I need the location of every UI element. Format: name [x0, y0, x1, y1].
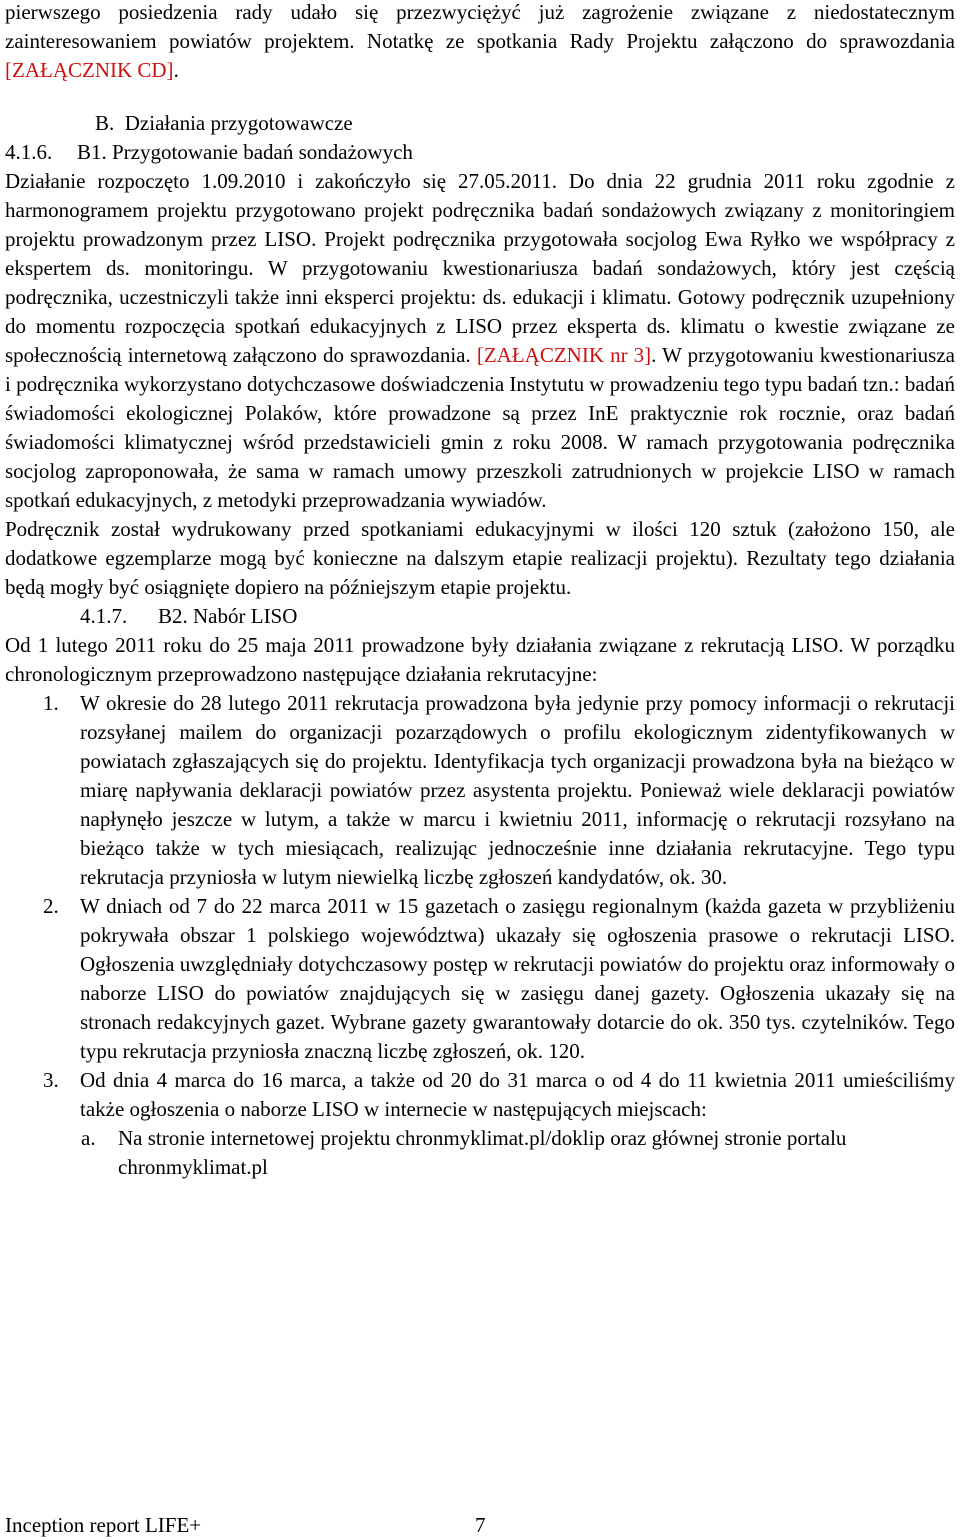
section-b1-paragraph-1 — [5, 167, 955, 515]
section-b2-heading — [5, 602, 955, 631]
list-item-number: 2. — [43, 894, 59, 918]
section-b2-title: B2. Nabór LISO — [158, 604, 298, 628]
intro-paragraph — [5, 0, 955, 85]
b1-text-a: Działanie rozpoczęto 1.09.2010 i zakończyło się 27.05.2011. Do dnia 22 grudnia 2011 roku zgodnie z harmonogramem projektu przygotowano projekt podręcznika badań sondażowych związany z monitoringiem projektu prowadzonym przez LISO. Projekt podręcznika przygotowała socjolog Ewa Ryłko we współpracy z ekspertem ds. monitoringu. W przygotowaniu kwestionariusza badań sondażowych, który jest częścią podręcznika, uczestniczyli także inni eksperci projektu: ds. edukacji i klimatu. Gotowy podręcznik uzupełniony do momentu rozpoczęcia spotkań edukacyjnych z LISO przez eksperta ds. klimatu o kwestie związane ze społecznością internetową załączono do sprawozdania. — [5, 169, 955, 367]
internet-locations-list — [5, 1124, 955, 1182]
page-footer — [5, 1512, 955, 1538]
sub-list-item-letter: a. — [81, 1126, 96, 1150]
section-b1-title: B1. Przygotowanie badań sondażowych — [77, 140, 413, 164]
section-b2-paragraph: Od 1 lutego 2011 roku do 25 maja 2011 prowadzone były działania związane z rekrutacją LISO. W porządku chronologicznym przeprowadzono następujące działania rekrutacyjne: — [5, 633, 955, 686]
attachment-reference: [ZAŁĄCZNIK CD] — [5, 58, 174, 82]
intro-end: . — [173, 58, 179, 82]
section-b2-number: 4.1.7. — [80, 604, 128, 628]
list-item-number: 1. — [43, 691, 59, 715]
list-item — [5, 689, 955, 892]
footer-title: Inception report LIFE+ — [5, 1513, 202, 1537]
page-number: 7 — [475, 1513, 486, 1537]
section-b-label: B. — [95, 111, 115, 135]
b1-text-b: . W przygotowaniu kwestionariusza i podręcznika wykorzystano dotychczasowe doświadczenia Instytutu w prowadzeniu tego typu badań tzn.: badań świadomości ekologicznej Polaków, które prowadzone są przez InE praktycznie rok rocznie, oraz badań świadomości klimatycznej wśród przedstawicieli gmin z roku 2008. W ramach przygotowania podręcznika socjolog zaproponowała, że sama w ramach umowy przeszkoli zatrudnionych w projekcie LISO w ramach spotkań edukacyjnych, z metodyki przeprowadzania wywiadów. — [5, 343, 955, 512]
intro-text: pierwszego posiedzenia rady udało się przezwyciężyć już zagrożenie związane z niedostatecznym zainteresowaniem powiatów projektem. Notatkę ze spotkania Rady Projektu załączono do sprawozdania — [5, 0, 955, 53]
section-b1-paragraph-2: Podręcznik został wydrukowany przed spotkaniami edukacyjnymi w ilości 120 sztuk (założono 150, ale dodatkowe egzemplarze mogą być konieczne na dalszym etapie realizacji projektu). Rezultaty tego działania będą mogły być osiągnięte dopiero na późniejszym etapie projektu. — [5, 517, 955, 599]
sub-list-item — [5, 1124, 955, 1182]
section-b1-number: 4.1.6. — [5, 140, 53, 164]
section-b-title: Działania przygotowawcze — [124, 111, 353, 135]
list-item-text: W dniach od 7 do 22 marca 2011 w 15 gazetach o zasięgu regionalnym (każda gazeta w przybliżeniu pokrywała obszar 1 polskiego województwa) ukazały się ogłoszenia prasowe o rekrutacji LISO. Ogłoszenia uwzględniały dotychczasowy postęp w rekrutacji powiatów do projektu oraz informowały o naborze LISO do powiatów znajdujących się w zasięgu danej gazety. Ogłoszenia ukazały się na stronach redakcyjnych gazet. Wybrane gazety gwarantowały dotarcie do ok. 350 tys. czytelników. Tego typu rekrutacja przyniosła znaczną liczbę zgłoszeń, ok. 120. — [80, 894, 955, 1063]
list-item-text: W okresie do 28 lutego 2011 rekrutacja prowadzona była jedynie przy pomocy informacji o rekrutacji rozsyłanej mailem do organizacji pozarządowych o profilu ekologicznym zidentyfikowanych w powiatach zgłaszających się do projektu. Identyfikacja tych organizacji prowadzona była na bieżąco w miarę napływania deklaracji powiatów przez asystenta projektu. Ponieważ wiele deklaracji powiatów napłynęło jeszcze w lutym, a także w marcu i kwietniu 2011, informację o rekrutacji rozsyłano na bieżąco także w tych miesiącach, realizując jednocześnie inne działania rekrutacyjne. Tego typu rekrutacja przyniosła w lutym niewielką liczbę zgłoszeń kandydatów, ok. 30. — [80, 691, 955, 889]
list-item-text: Od dnia 4 marca do 16 marca, a także od 20 do 31 marca o od 4 do 11 kwietnia 2011 umieściliśmy także ogłoszenia o naborze LISO w internecie w następujących miejscach: — [80, 1068, 955, 1121]
sub-list-item-text: Na stronie internetowej projektu chronmyklimat.pl/doklip oraz głównej stronie portalu chronmyklimat.pl — [118, 1126, 847, 1179]
section-b1-heading — [5, 138, 955, 167]
recruitment-list — [5, 689, 955, 1124]
list-item — [5, 892, 955, 1066]
document-page — [5, 0, 955, 1182]
list-item-number: 3. — [43, 1068, 59, 1092]
list-item — [5, 1066, 955, 1124]
section-b-heading — [5, 109, 955, 138]
attachment-reference: [ZAŁĄCZNIK nr 3] — [476, 343, 652, 367]
